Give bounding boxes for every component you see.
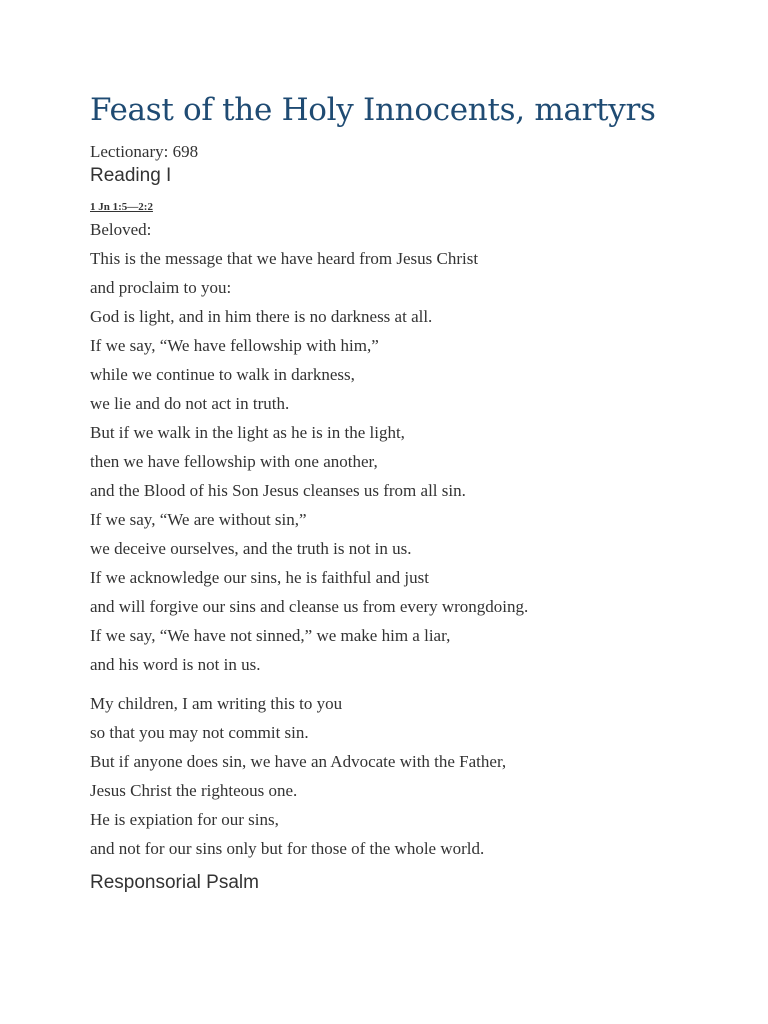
reading-line: He is expiation for our sins, <box>90 810 279 829</box>
scripture-citation-link[interactable]: 1 Jn 1:5—2:2 <box>90 201 153 213</box>
lectionary-number: Lectionary: 698 <box>90 142 199 161</box>
reading-line: Jesus Christ the righteous one. <box>90 781 298 800</box>
reading-line: then we have fellowship with one another, <box>90 452 378 471</box>
reading-line: and proclaim to you: <box>90 278 232 297</box>
reading-line: while we continue to walk in darkness, <box>90 365 355 384</box>
reading-line: If we say, “We are without sin,” <box>90 510 307 529</box>
reading-line: If we say, “We have fellowship with him,” <box>90 336 379 355</box>
reading-line: we lie and do not act in truth. <box>90 394 290 413</box>
reading-line: we deceive ourselves, and the truth is not in us. <box>90 539 412 558</box>
reading-line: and his word is not in us. <box>90 655 261 674</box>
reading-line: and will forgive our sins and cleanse us from every wrongdoing. <box>90 597 529 616</box>
reading-stanza-1 <box>90 215 768 679</box>
reading-line: If we say, “We have not sinned,” we make him a liar, <box>90 626 451 645</box>
reading-heading: Reading I <box>90 165 172 186</box>
reading-line: But if we walk in the light as he is in the light, <box>90 423 405 442</box>
reading-line: God is light, and in him there is no darkness at all. <box>90 307 433 326</box>
psalm-heading: Responsorial Psalm <box>90 872 259 893</box>
reading-line: Beloved: <box>90 220 152 239</box>
reading-line: But if anyone does sin, we have an Advocate with the Father, <box>90 752 507 771</box>
reading-line: If we acknowledge our sins, he is faithful and just <box>90 568 429 587</box>
reading-line: so that you may not commit sin. <box>90 723 309 742</box>
reading-line: My children, I am writing this to you <box>90 694 343 713</box>
reading-line: and the Blood of his Son Jesus cleanses us from all sin. <box>90 481 466 500</box>
reading-stanza-2 <box>90 689 768 863</box>
reading-line: This is the message that we have heard from Jesus Christ <box>90 249 479 268</box>
page-title: Feast of the Holy Innocents, martyrs <box>90 92 656 128</box>
reading-line: and not for our sins only but for those of the whole world. <box>90 839 485 858</box>
